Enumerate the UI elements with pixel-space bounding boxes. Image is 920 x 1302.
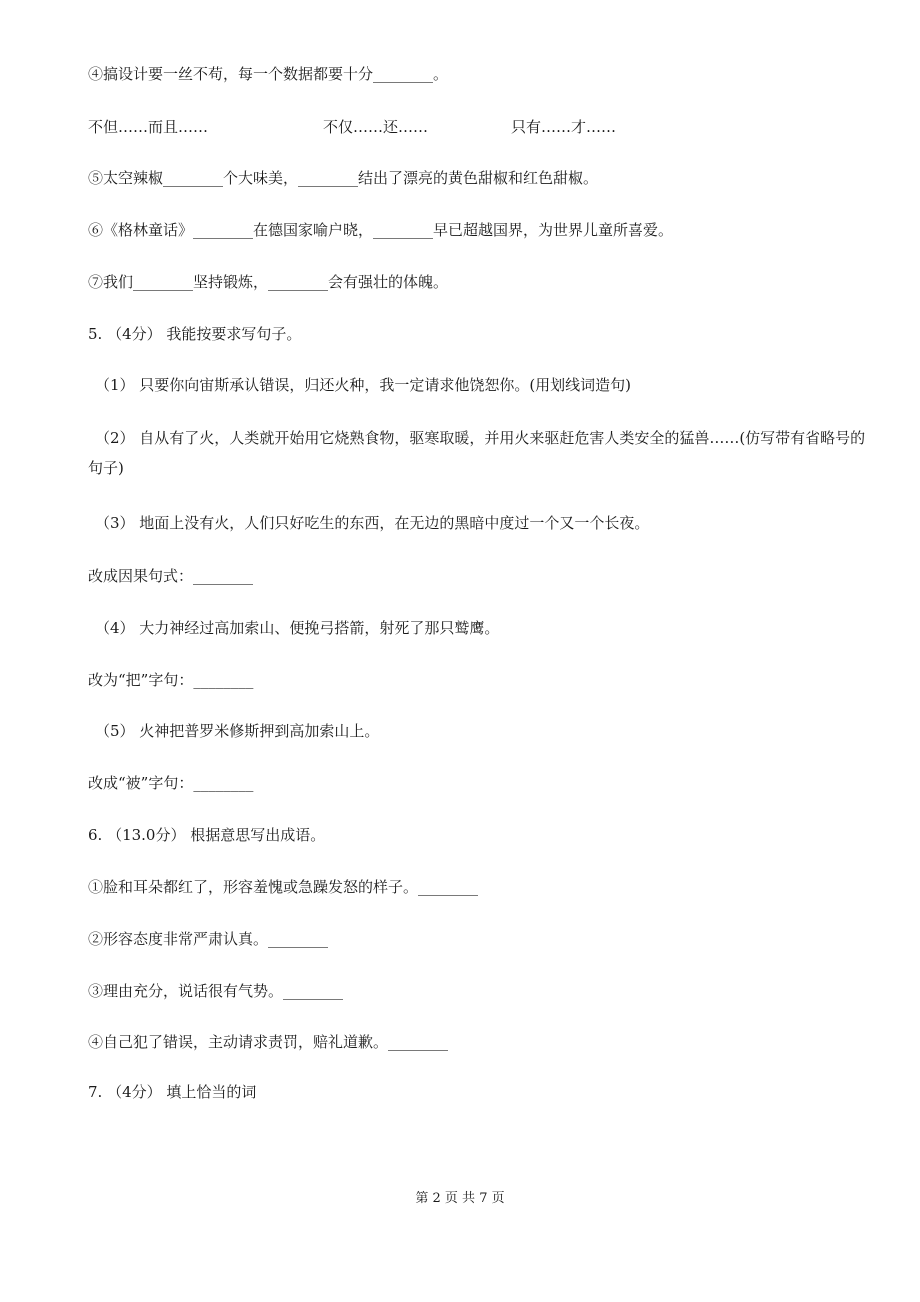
q5-sub-5: （5） 火神把普罗米修斯押到高加索山上。 (95, 722, 380, 740)
q6-item-4: ④自己犯了错误，主动请求责罚，赔礼道歉。________ (88, 1033, 449, 1051)
q4-options (0, 116, 920, 138)
q4-item-6: ⑥《格林童话》________在德国家喻户晓，________早已超越国界，为世界儿童所喜爱。 (88, 221, 674, 239)
q5-sub-5-answer: 改成“被”字句：________ (88, 774, 254, 792)
q5-header: 5. （4分） 我能按要求写句子。 (88, 325, 302, 343)
q5-sub-4-answer: 改为“把”字句：________ (88, 671, 254, 689)
q6-item-3: ③理由充分，说话很有气势。________ (88, 982, 344, 1000)
q4-item-7: ⑦我们________坚持锻炼，________会有强壮的体魄。 (88, 273, 449, 291)
q5-sub-3: （3） 地面上没有火，人们只好吃生的东西，在无边的黑暗中度过一个又一个长夜。 (95, 514, 650, 532)
option-2: 不仅……还…… (323, 118, 429, 136)
q5-sub-3-answer: 改成因果句式：________ (88, 567, 254, 585)
q5-sub-1: （1） 只要你向宙斯承认错误，归还火种，我一定请求他饶恕你。(用划线词造句) (95, 376, 632, 394)
q6-header: 6. （13.0分） 根据意思写出成语。 (88, 826, 326, 844)
page-footer: 第 2 页 共 7 页 (415, 1191, 505, 1206)
q5-sub-2: （2） 自从有了火，人类就开始用它烧熟食物，驱寒取暖，并用火来驱赶危害人类安全的猛兽……(仿写带有省略号的句子) (88, 429, 866, 477)
q6-item-1: ①脸和耳朵都红了，形容羞愧或急躁发怒的样子。________ (88, 878, 479, 896)
q5-sub-4: （4） 大力神经过高加索山、便挽弓搭箭，射死了那只鹫鹰。 (95, 619, 500, 637)
q4-item-5: ⑤太空辣椒________个大味美，________结出了漂亮的黄色甜椒和红色甜椒。 (88, 169, 599, 187)
q7-header: 7. （4分） 填上恰当的词 (88, 1083, 257, 1101)
option-1: 不但……而且…… (88, 118, 209, 136)
q6-item-2: ②形容态度非常严肃认真。________ (88, 930, 329, 948)
q4-item-4: ④搞设计要一丝不苟，每一个数据都要十分________。 (88, 65, 449, 83)
option-3: 只有……才…… (511, 118, 617, 136)
